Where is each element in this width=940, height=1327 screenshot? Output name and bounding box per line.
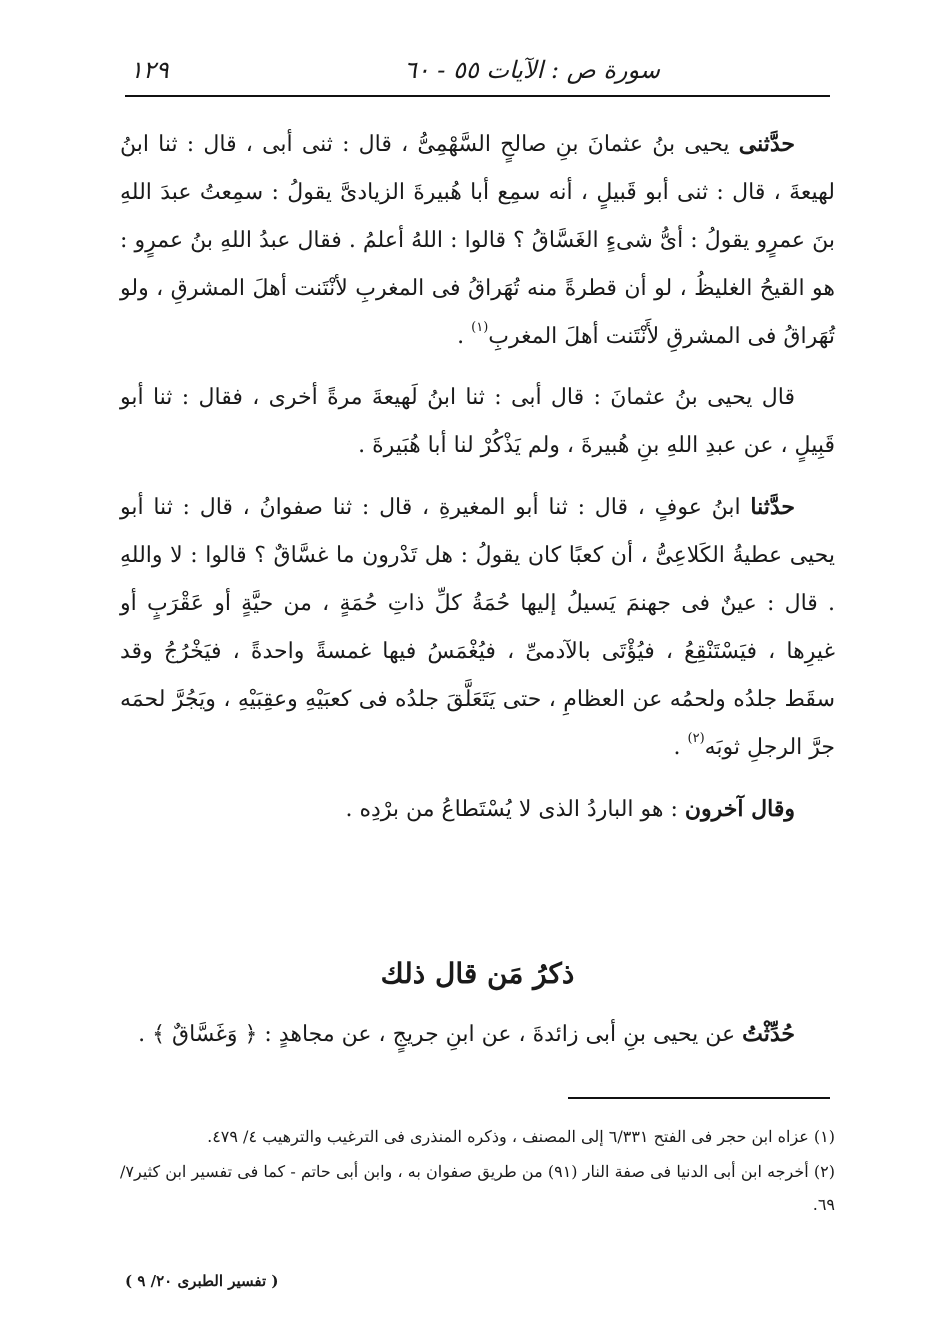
paragraph-end: .: [457, 324, 472, 349]
paragraph-text: قال يحيى بنُ عثمانَ : قال أبى : ثنا ابنُ لَهيعةَ مرةً أخرى ، فقال : ثنا أبو قَبِيلٍ ، عن عبدِ اللهِ بنِ هُبيرةَ ، ولم يَذْكُرْ لنا أبا هُبَيرةَ .: [120, 385, 835, 458]
paragraph-text: عن يحيى بنِ أبى زائدةَ ، عن ابنِ جريجٍ ، عن مجاهدٍ : ﴿ وَغَسَّاقٌ ﴾ .: [138, 1022, 743, 1047]
running-header: [125, 52, 830, 92]
paragraph-text: : هو الباردُ الذى لا يُسْتَطاعُ من برْدِه .: [345, 797, 685, 822]
footnote-ref-2: (٢): [687, 731, 705, 746]
section-heading: ذكرُ مَن قال ذلك: [380, 957, 575, 990]
paragraph-text: ابنُ عوفٍ ، قال : ثنا أبو المغيرةِ ، قال : ثنا صفوانُ ، قال : ثنا أبو يحيى عطيةُ الكَلاعِىُّ ، أن كعبًا كان يقولُ : هل تَدْرون ما غسَّاقٌ ؟ قالوا : لا واللهِ . قال : عينٌ فى جهنمَ يَسيلُ إليها حُمَةُ كلِّ ذاتِ حُمَةٍ ، من حيَّةٍ أو عَقْرَبٍ أو غيرِها ، فيَسْتَنْقِعُ ، فيُؤْتَى بالآدمىِّ ، فيُغْمَسُ فيها غمسةً واحدةً ، فيَخْرُجُ وقد سقَط جلدُه ولحمُه عن العظامِ ، حتى يَتَعَلَّقَ جلدُه فى كعبَيْهِ وعقِبَيْهِ ، ويَجُرَّ لحمَه جرَّ الرجلِ ثوبَه: [120, 495, 835, 760]
header-rule: [125, 95, 830, 97]
paragraph-4: [120, 785, 835, 834]
footnote-1: (١) عزاه ابن حجر فى الفتح ٦/٣٣١ إلى المصنف ، وذكره المنذرى فى الترغيب والترهيب ٤/ ٤٧٩.: [207, 1127, 835, 1146]
footnotes: [120, 1120, 835, 1223]
paragraph-3: [120, 483, 835, 772]
paragraph-text: يحيى بنُ عثمانَ بنِ صالحٍ السَّهْمِىُّ ، قال : ثنى أبى ، قال : ثنا ابنُ لهيعةَ ، قال : ثنى أبو قَبيلٍ ، أنه سمِع أبا هُبيرةَ الزيادىَّ يقولُ : سمِعتُ عبدَ اللهِ بنَ عمرٍو يقولُ : أىُّ شىءٍ الغَسَّاقُ ؟ قالوا : اللهُ أعلمُ . فقال عبدُ اللهِ بنُ عمرٍو : هو القيحُ الغليظُ ، لو أن قطرةً منه تُهَراقُ فى المغربِ لأنْتَنت أهلَ المشرقِ ، ولو تُهَراقُ فى المشرقِ لأَنْتَنت أهلَ المغربِ: [120, 132, 835, 349]
footnote-rule: [568, 1097, 830, 1099]
page-number: ١٢٩: [130, 56, 169, 84]
paragraph-5: [120, 1010, 835, 1059]
paragraph-end: .: [673, 735, 688, 760]
paragraph-lead: حُدِّثْتُ: [742, 1021, 795, 1047]
paragraph-2: [120, 374, 835, 470]
footnote-ref-1: (١): [471, 320, 489, 335]
paragraph-lead: حدَّثنى: [738, 131, 795, 157]
surah-title: سورة ص : الآيات ٥٥ - ٦٠: [403, 56, 660, 84]
volume-label: ( تفسير الطبرى ٢٠/ ٩ ): [125, 1272, 279, 1290]
body-text: [120, 120, 835, 847]
paragraph-lead: وقال آخرون: [684, 796, 795, 822]
paragraph-lead: حدَّثنا: [750, 494, 795, 520]
paragraph-1: [120, 120, 835, 361]
footnote-2: (٢) أخرجه ابن أبى الدنيا فى صفة النار (٩١) من طريق صفوان به ، وابن أبى حاتم - كما فى تفسير ابن كثير٧/ ٦٩.: [120, 1162, 835, 1214]
